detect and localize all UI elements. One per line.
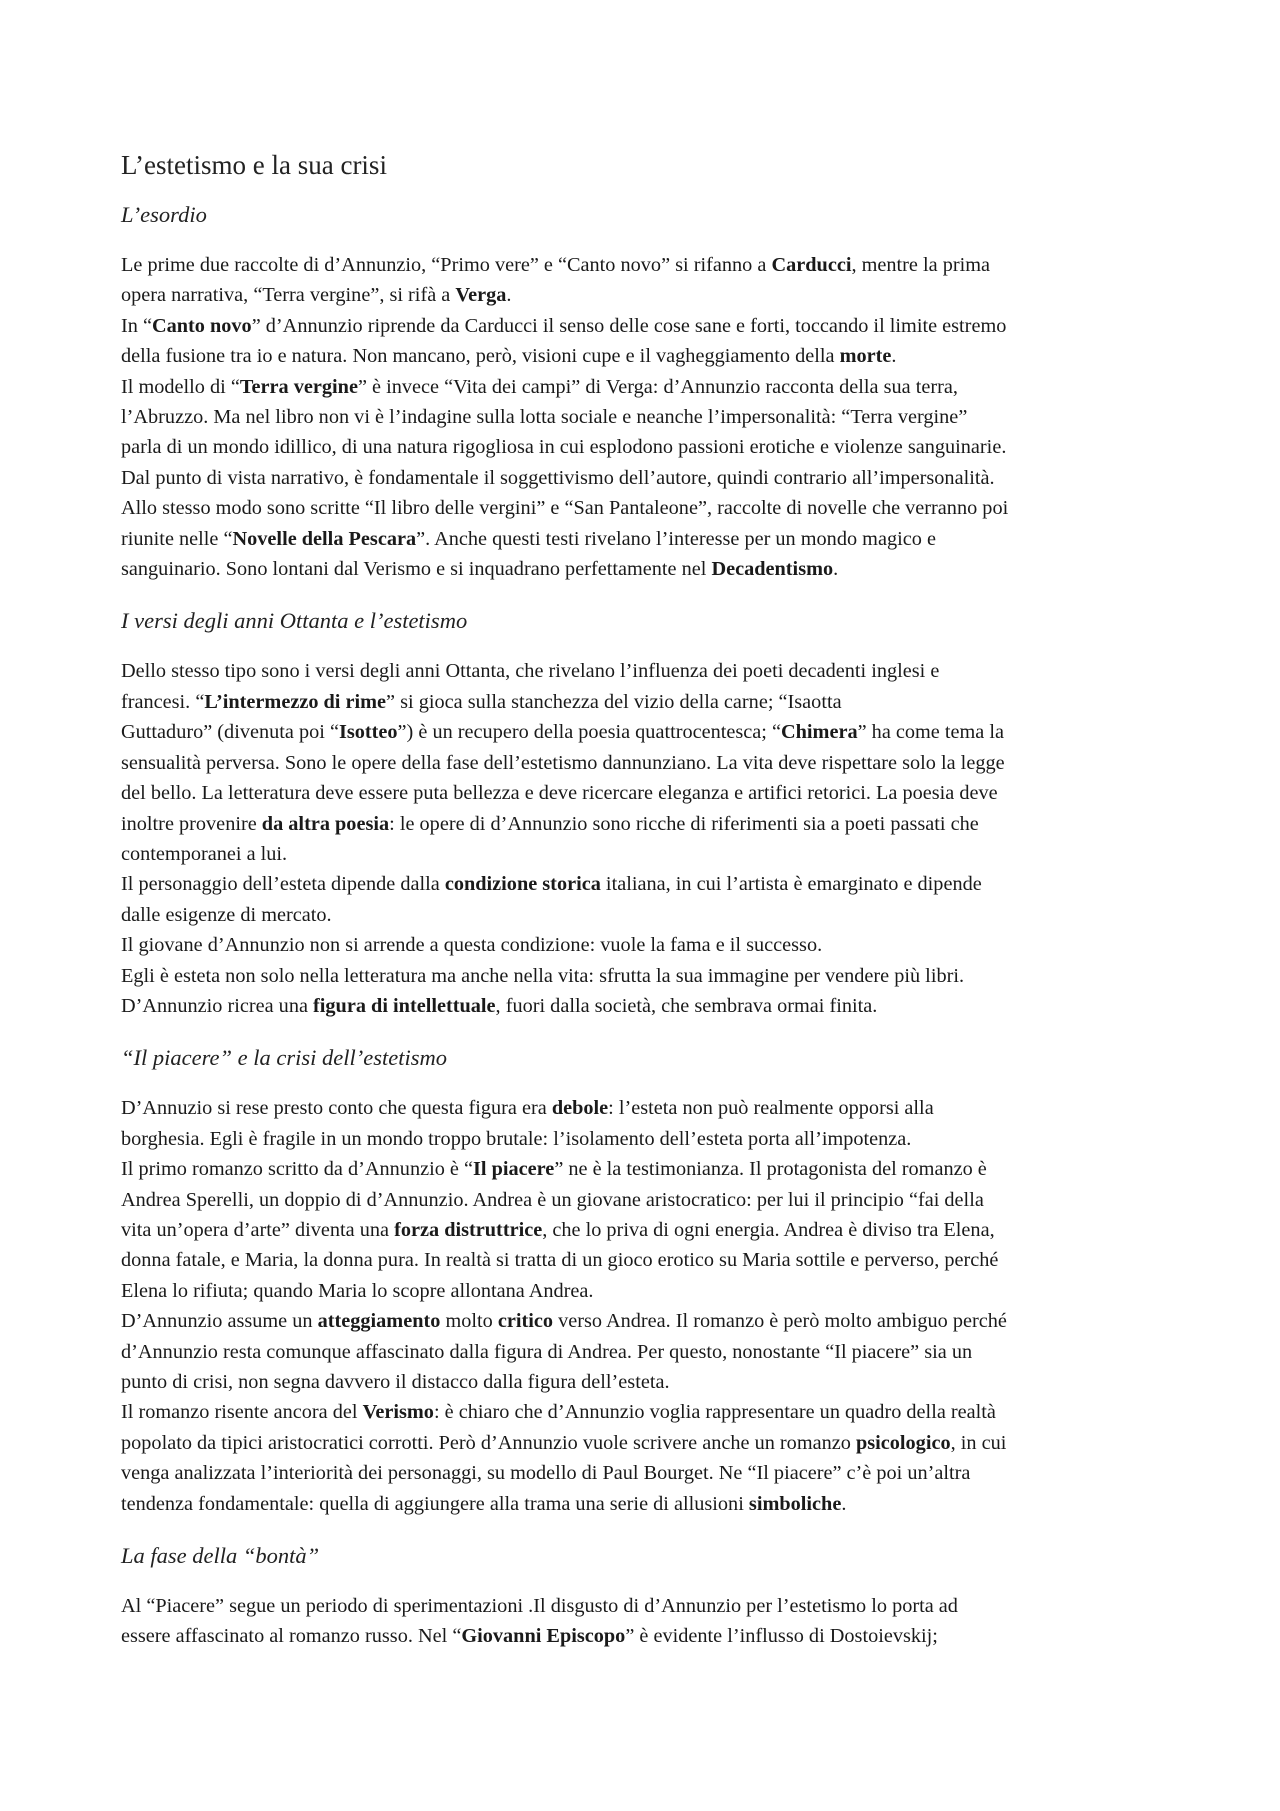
bold-term: critico <box>497 1310 554 1333</box>
text-line: l’Abruzzo. Ma nel libro non vi è l’indagine sulla lotta sociale e neanche l’impersonalità: “Terra vergine” <box>121 406 968 429</box>
text-line: punto di crisi, non segna davvero il distacco dalla figura dell’esteta. <box>121 1371 670 1393</box>
bold-term: Giovanni Episcopo <box>461 1625 626 1648</box>
text-line: D’Annuzio si rese presto conto che questa figura era debole: l’esteta non può realmente opporsi alla <box>121 1097 934 1120</box>
text-line: Il primo romanzo scritto da d’Annunzio è “Il piacere” ne è la testimonianza. Il protagonista del romanzo è <box>121 1158 987 1181</box>
bold-term: atteggiamento <box>317 1310 441 1333</box>
section <box>121 1541 1171 1652</box>
text-line: Il modello di “Terra vergine” è invece “Vita dei campi” di Verga: d’Annunzio racconta della sua terra, <box>121 375 958 398</box>
section <box>121 1043 1171 1519</box>
text-line: opera narrativa, “Terra vergine”, si rifà a Verga. <box>121 284 512 307</box>
text-line: tendenza fondamentale: quella di aggiungere alla trama una serie di allusioni simboliche. <box>121 1492 847 1515</box>
text-line: Egli è esteta non solo nella letteratura ma anche nella vita: sfrutta la sua immagine per vendere più libri. <box>121 964 965 987</box>
text-line: Il giovane d’Annunzio non si arrende a questa condizione: vuole la fama e il successo. <box>121 934 823 957</box>
page-title: L’estetismo e la sua crisi <box>121 150 387 180</box>
section <box>121 606 1171 1021</box>
document-body <box>121 200 1171 1652</box>
text-line: vita un’opera d’arte” diventa una forza distruttrice, che lo priva di ogni energia. Andrea è diviso tra Elena, <box>121 1218 995 1241</box>
bold-term: Verga <box>455 284 507 307</box>
text-line: popolato da tipici aristocratici corrotti. Però d’Annunzio vuole scrivere anche un romanzo psicologico, in cui <box>121 1431 1007 1454</box>
text-line: dalle esigenze di mercato. <box>121 903 332 926</box>
text-line: essere affascinato al romanzo russo. Nel “Giovanni Episcopo” è evidente l’influsso di Dostoievskij; <box>121 1625 938 1648</box>
text-line: Il romanzo risente ancora del Verismo: è chiaro che d’Annunzio voglia rappresentare un quadro della realtà <box>121 1401 996 1424</box>
bold-term: condizione storica <box>444 873 601 896</box>
bold-term: simboliche <box>748 1492 842 1515</box>
section-heading: “Il piacere” e la crisi dell’estetismo <box>121 1045 447 1071</box>
document-page <box>121 148 1171 1674</box>
text-line: D’Annunzio ricrea una figura di intellettuale, fuori dalla società, che sembrava ormai finita. <box>121 994 878 1017</box>
bold-term: Canto novo <box>151 314 252 337</box>
text-line: Al “Piacere” segue un periodo di sperimentazioni .Il disgusto di d’Annunzio per l’estetismo lo porta ad <box>121 1595 958 1618</box>
text-line: Il personaggio dell’esteta dipende dalla condizione storica italiana, in cui l’artista è emarginato e dipende <box>121 873 982 896</box>
bold-term: forza distruttrice <box>394 1218 543 1241</box>
text-line: Allo stesso modo sono scritte “Il libro delle vergini” e “San Pantaleone”, raccolte di novelle che verranno poi <box>121 497 1009 520</box>
section-heading: I versi degli anni Ottanta e l’estetismo <box>121 608 468 634</box>
bold-term: morte <box>839 345 892 368</box>
text-line: riunite nelle “Novelle della Pescara”. Anche questi testi rivelano l’interesse per un mondo magico e <box>121 527 936 550</box>
bold-term: Chimera <box>781 721 858 744</box>
text-line: contemporanei a lui. <box>121 842 288 865</box>
text-line: In “Canto novo” d’Annunzio riprende da Carducci il senso delle cose sane e forti, toccando il limite estremo <box>121 314 1007 337</box>
bold-term: figura di intellettuale <box>313 994 496 1017</box>
text-line: parla di un mondo idillico, di una natura rigogliosa in cui esplodono passioni erotiche e violenze sanguinarie. <box>121 436 1007 459</box>
bold-term: debole <box>551 1097 609 1120</box>
bold-term: Isotteo <box>338 721 398 744</box>
text-line: donna fatale, e Maria, la donna pura. In realtà si tratta di un gioco erotico su Maria sottile e perverso, perché <box>121 1249 999 1272</box>
section-heading: L’esordio <box>121 202 207 227</box>
bold-term: da altra poesia <box>261 812 390 835</box>
text-line: della fusione tra io e natura. Non mancano, però, visioni cupe e il vagheggiamento della morte. <box>121 345 897 368</box>
text-line: inoltre provenire da altra poesia: le opere di d’Annunzio sono ricche di riferimenti sia a poeti passati che <box>121 812 979 835</box>
bold-term: Verismo <box>362 1401 434 1424</box>
text-line: venga analizzata l’interiorità dei personaggi, su modello di Paul Bourget. Ne “Il piacere” c’è poi un’altra <box>121 1462 971 1485</box>
section <box>121 200 1171 584</box>
text-line: Dal punto di vista narrativo, è fondamentale il soggettivismo dell’autore, quindi contrario all’impersonalità. <box>121 466 995 489</box>
bold-term: Decadentismo <box>711 558 834 581</box>
text-line: sensualità perversa. Sono le opere della fase dell’estetismo dannunziano. La vita deve rispettare solo la legge <box>121 751 1005 774</box>
text-line: d’Annunzio resta comunque affascinato dalla figura di Andrea. Per questo, nonostante “Il piacere” sia un <box>121 1340 973 1363</box>
bold-term: Terra vergine <box>239 375 358 398</box>
text-line: Guttaduro” (divenuta poi “Isotteo”) è un recupero della poesia quattrocentesca; “Chimera” ha come tema la <box>121 721 1005 744</box>
text-line: Le prime due raccolte di d’Annunzio, “Primo vere” e “Canto novo” si rifanno a Carducci, mentre la prima <box>121 254 991 276</box>
text-line: Elena lo rifiuta; quando Maria lo scopre allontana Andrea. <box>121 1279 594 1302</box>
bold-term: Carducci <box>771 254 852 276</box>
text-line: borghesia. Egli è fragile in un mondo troppo brutale: l’isolamento dell’esteta porta all’impotenza. <box>121 1127 912 1150</box>
text-line: Andrea Sperelli, un doppio di d’Annunzio. Andrea è un giovane aristocratico: per lui il principio “fai della <box>121 1188 984 1211</box>
text-line: francesi. “L’intermezzo di rime” si gioca sulla stanchezza del vizio della carne; “Isaotta <box>121 690 842 713</box>
section-heading: La fase della “bontà” <box>121 1543 320 1569</box>
bold-term: psicologico <box>855 1431 951 1454</box>
text-line: sanguinario. Sono lontani dal Verismo e si inquadrano perfettamente nel Decadentismo. <box>121 558 839 581</box>
bold-term: L’intermezzo di rime <box>204 690 387 713</box>
bold-term: Novelle della Pescara <box>232 527 417 550</box>
text-line: Dello stesso tipo sono i versi degli anni Ottanta, che rivelano l’influenza dei poeti decadenti inglesi e <box>121 660 940 683</box>
text-line: del bello. La letteratura deve essere puta bellezza e deve ricercare eleganza e artifici retorici. La poesia deve <box>121 782 998 805</box>
text-line: D’Annunzio assume un atteggiamento molto critico verso Andrea. Il romanzo è però molto ambiguo perché <box>121 1310 1007 1333</box>
bold-term: Il piacere <box>473 1158 555 1181</box>
